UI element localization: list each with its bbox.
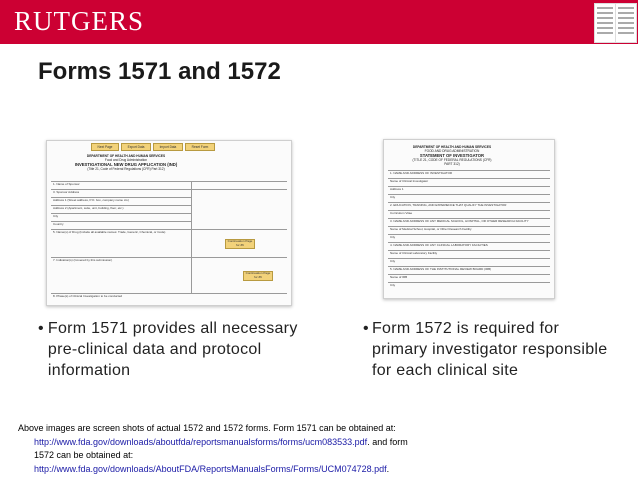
form-row: 2. EDUCATION, TRAINING, AND EXPERIENCE THAT QUALIFY THE INVESTIGATOR: [388, 202, 550, 207]
bullet-form-1572: [363, 318, 608, 381]
bullet-text: Form 1572 is required for primary investigator responsible for each clinical site: [371, 320, 608, 379]
continuation-note: Continuation Page for #6: [243, 271, 273, 281]
page-thumbnail-icon: [594, 3, 616, 43]
form-row: 7. Indication(s) (Covered by this submission): [51, 257, 287, 262]
form-button: Export Data: [121, 143, 151, 151]
form-row: City: [388, 258, 550, 263]
form-row: 4. NAME AND ADDRESS OF ANY CLINICAL LABORATORY FACILITIES: [388, 242, 550, 247]
form-button: Import Data: [153, 143, 183, 151]
form-row: City: [51, 213, 191, 218]
form-1572-link[interactable]: http://www.fda.gov/downloads/AboutFDA/ReportsManualsForms/Forms/UCM074728.pdf: [34, 463, 387, 474]
form-heading: DEPARTMENT OF HEALTH AND HUMAN SERVICES FOOD AND DRUG ADMINISTRATION STATEMENT OF INVESTIGATOR (TITLE 21, CODE OF FEDERAL REGULATIONS (CFR) PART 312): [412, 145, 492, 166]
source-note-line: Above images are screen shots of actual 1572 and 1572 forms. Form 1571 can be obtained at:: [18, 423, 396, 433]
form-row: 8. Phase(s) of Clinical Investigation to be conducted: [51, 293, 287, 298]
form-divider: [191, 181, 192, 293]
page-thumbnail-icon: [615, 3, 637, 43]
form-row: Name of Clinical Investigator: [388, 178, 550, 183]
continuation-note: Continuation Page for #6: [225, 239, 255, 249]
bullet-marker: •: [363, 320, 369, 337]
form-row: 1. NAME AND ADDRESS OF INVESTIGATOR: [388, 170, 550, 175]
slide-title: Forms 1571 and 1572: [38, 58, 281, 85]
header-bar: [0, 0, 638, 44]
form-row: Name of Medical School, Hospital, or Other Research Facility: [388, 226, 550, 231]
form-1572-image: [383, 139, 555, 299]
form-row: Curriculum Vitae: [388, 210, 550, 215]
form-row: Name of IRB: [388, 274, 550, 279]
form-row: 5. NAME AND ADDRESS OF THE INSTITUTIONAL REVIEW BOARD (IRB): [388, 266, 550, 271]
form-row: 3. Sponsor Address: [51, 189, 287, 194]
form-heading: DEPARTMENT OF HEALTH AND HUMAN SERVICES Food and Drug Administration INVESTIGATIONAL NEW DRUG APPLICATION (IND) (Title 21, Code of Federal Regulations (CFR) Part 312): [74, 154, 178, 171]
source-note: Above images are screen shots of actual 1572 and 1572 forms. Form 1571 can be obtained at: http://www.fda.gov/downloads/aboutfda/reportsmanualsforms/forms/ucm083533.pdf. and form 1572 can be obtained at: http://www.fda.gov/downloads/AboutFDA/ReportsManualsForms/Forms/UCM074728.pdf.: [18, 422, 630, 476]
form-row: Address 1 (Street address, P.O. box, company name c/o): [51, 197, 191, 202]
form-row: Address 2 (Apartment, suite, unit, building, floor, etc.): [51, 205, 191, 210]
form-row: 5. Name(s) of Drug (Include all available names: Trade, Generic, Chemical, or Code): [51, 229, 287, 234]
bullet-marker: •: [38, 320, 44, 337]
bullet-form-1571: [38, 318, 298, 381]
form-row: 3. NAME AND ADDRESS OF ANY MEDICAL SCHOOL, HOSPITAL, OR OTHER RESEARCH FACILITY: [388, 218, 550, 223]
form-row: Name of Clinical Laboratory Facility: [388, 250, 550, 255]
form-1571-link[interactable]: http://www.fda.gov/downloads/aboutfda/reportsmanualsforms/forms/ucm083533.pdf: [34, 436, 368, 447]
form-row: Country: [51, 221, 191, 226]
form-button: Reset Form: [185, 143, 215, 151]
form-row: City: [388, 282, 550, 287]
rutgers-logo: RUTGERS: [14, 6, 145, 36]
form-1571-image: [46, 140, 292, 306]
form-row: Address 1: [388, 186, 550, 191]
form-row: City: [388, 234, 550, 239]
form-row: 1. Name of Sponsor: [51, 181, 287, 186]
form-button: Next Page: [91, 143, 119, 151]
bullet-text: Form 1571 provides all necessary pre-clinical data and protocol information: [47, 320, 298, 379]
source-note-line: 1572 can be obtained at:: [34, 450, 134, 460]
form-row: City: [388, 194, 550, 199]
